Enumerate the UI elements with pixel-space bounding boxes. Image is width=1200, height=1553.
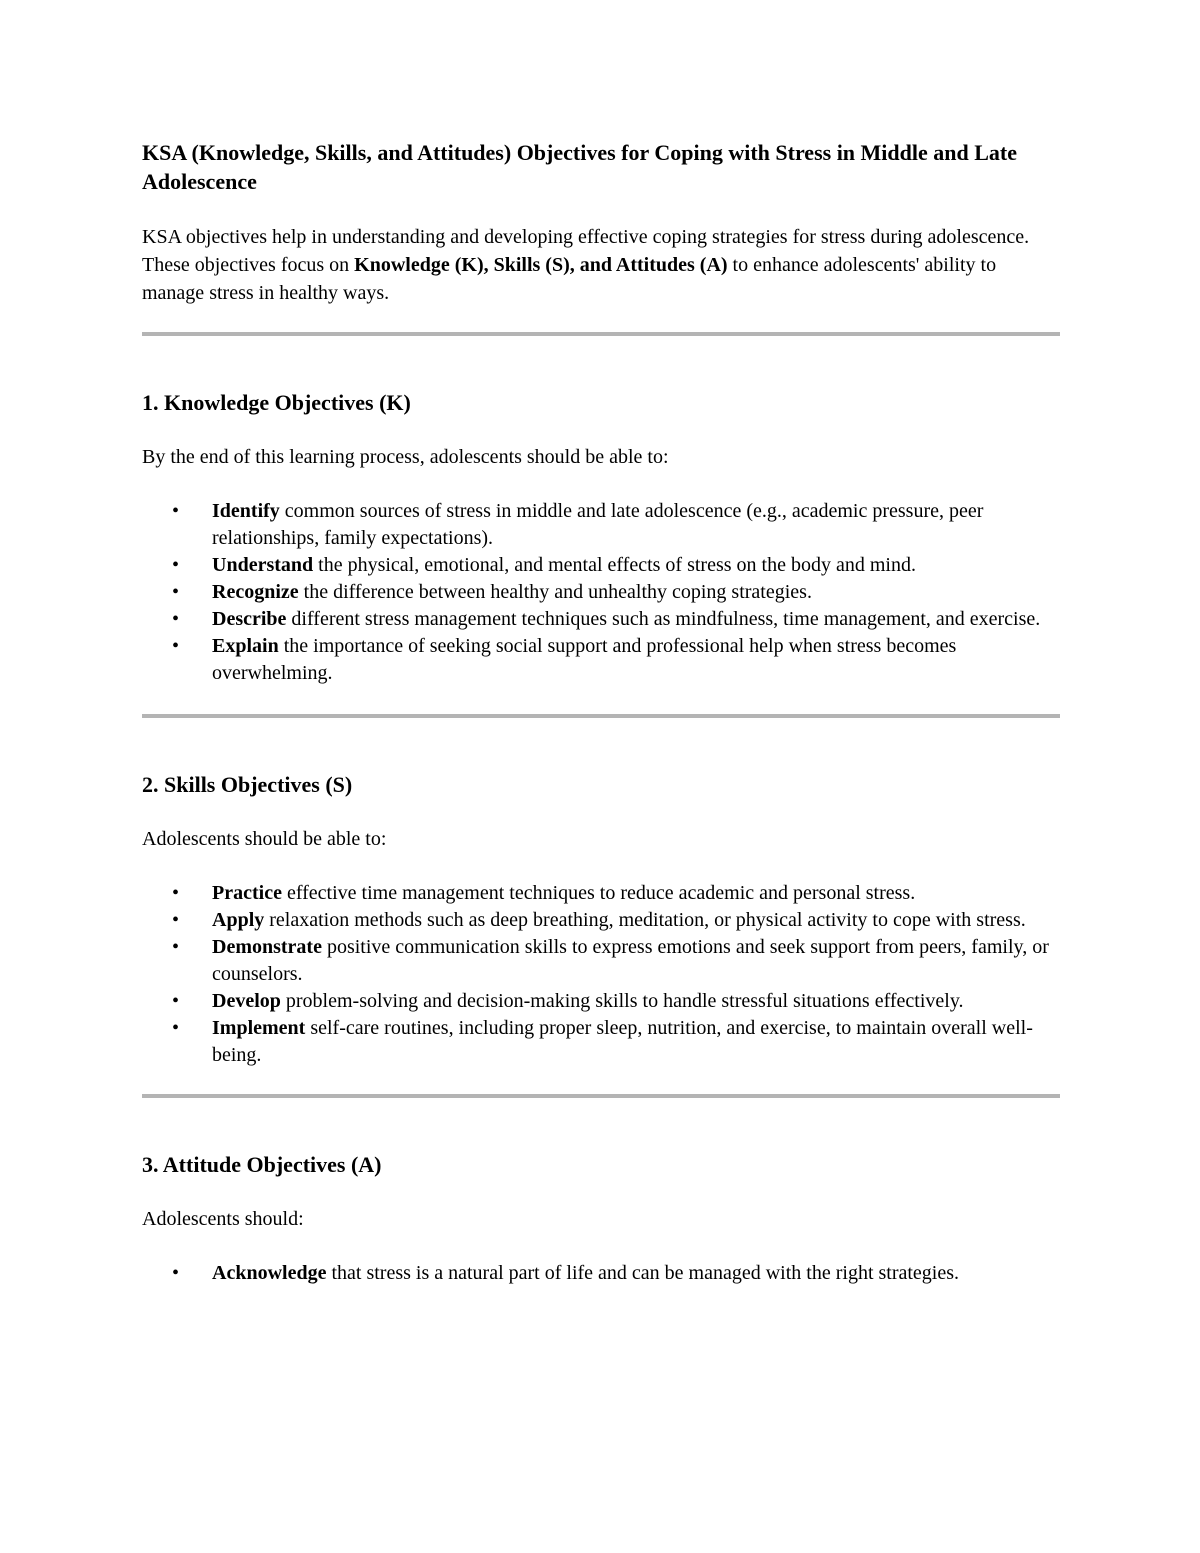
- section-lead: Adolescents should be able to:: [142, 828, 387, 850]
- list-item: [142, 579, 1060, 606]
- objective-verb: Understand: [212, 554, 314, 576]
- objective-text: the importance of seeking social support and professional help when stress becomes overwhelming.: [212, 635, 957, 684]
- intro-text-1: KSA objectives help in understanding and developing effective coping strategies for stress during adolescence. These objectives focus on: [142, 226, 1030, 276]
- section-lead: Adolescents should:: [142, 1208, 304, 1230]
- objective-text: different stress management techniques such as mindfulness, time management, and exercise.: [286, 608, 1041, 630]
- list-item: [142, 606, 1060, 633]
- list-item: [142, 552, 1060, 579]
- intro-paragraph: [142, 223, 1060, 307]
- objective-verb: Describe: [212, 608, 287, 630]
- bullet-icon: •: [172, 936, 180, 958]
- bullet-icon: •: [172, 909, 180, 931]
- objective-text: the physical, emotional, and mental effects of stress on the body and mind.: [313, 554, 916, 576]
- objective-list: [142, 1260, 1060, 1287]
- objective-verb: Develop: [212, 990, 281, 1012]
- objective-text: self-care routines, including proper sleep, nutrition, and exercise, to maintain overall well-being.: [212, 1017, 1033, 1066]
- list-item: [142, 1260, 1060, 1287]
- objective-verb: Apply: [212, 909, 265, 931]
- objective-text: that stress is a natural part of life and can be managed with the right strategies.: [326, 1262, 960, 1284]
- objective-verb: Acknowledge: [212, 1262, 327, 1284]
- objective-list: [142, 880, 1060, 1069]
- section-heading: 2. Skills Objectives (S): [142, 772, 353, 797]
- section-lead: By the end of this learning process, adolescents should be able to:: [142, 446, 669, 468]
- objective-verb: Explain: [212, 635, 279, 657]
- bullet-icon: •: [172, 1017, 180, 1039]
- objective-text: the difference between healthy and unhealthy coping strategies.: [298, 581, 812, 603]
- bullet-icon: •: [172, 635, 180, 657]
- bullet-icon: •: [172, 882, 180, 904]
- section-skills: [142, 770, 1060, 1069]
- divider: [142, 714, 1060, 718]
- section-heading: 1. Knowledge Objectives (K): [142, 390, 411, 415]
- objective-verb: Practice: [212, 882, 282, 904]
- bullet-icon: •: [172, 990, 180, 1012]
- section-heading: 3. Attitude Objectives (A): [142, 1152, 382, 1177]
- bullet-icon: •: [172, 554, 180, 576]
- list-item: [142, 498, 1060, 552]
- intro-text-2: to enhance adolescents' ability to manage stress in healthy ways.: [142, 254, 997, 304]
- list-item: [142, 633, 1060, 687]
- list-item: [142, 880, 1060, 907]
- section-attitudes: [142, 1150, 1060, 1287]
- divider: [142, 332, 1060, 336]
- list-item: [142, 1015, 1060, 1069]
- objective-verb: Demonstrate: [212, 936, 322, 958]
- objective-text: effective time management techniques to reduce academic and personal stress.: [281, 882, 916, 904]
- section-knowledge: [142, 388, 1060, 687]
- objective-text: problem-solving and decision-making skills to handle stressful situations effectively.: [280, 990, 964, 1012]
- objective-text: common sources of stress in middle and late adolescence (e.g., academic pressure, peer relationships, family expectations).: [212, 500, 984, 549]
- intro-bold-text: Knowledge (K), Skills (S), and Attitudes (A): [354, 254, 728, 276]
- objective-verb: Recognize: [212, 581, 299, 603]
- divider: [142, 1094, 1060, 1098]
- list-item: [142, 907, 1060, 934]
- objective-text: positive communication skills to express emotions and seek support from peers, family, or counselors.: [212, 936, 1049, 985]
- list-item: [142, 934, 1060, 988]
- objective-verb: Implement: [212, 1017, 306, 1039]
- objective-list: [142, 498, 1060, 687]
- bullet-icon: •: [172, 1262, 180, 1284]
- document-page: [142, 138, 1060, 1287]
- objective-text: relaxation methods such as deep breathing, meditation, or physical activity to cope with stress.: [264, 909, 1026, 931]
- bullet-icon: •: [172, 581, 180, 603]
- objective-verb: Identify: [212, 500, 280, 522]
- document-title: KSA (Knowledge, Skills, and Attitudes) Objectives for Coping with Stress in Middle and Late Adolescence: [142, 140, 1018, 194]
- list-item: [142, 988, 1060, 1015]
- bullet-icon: •: [172, 608, 180, 630]
- bullet-icon: •: [172, 500, 180, 522]
